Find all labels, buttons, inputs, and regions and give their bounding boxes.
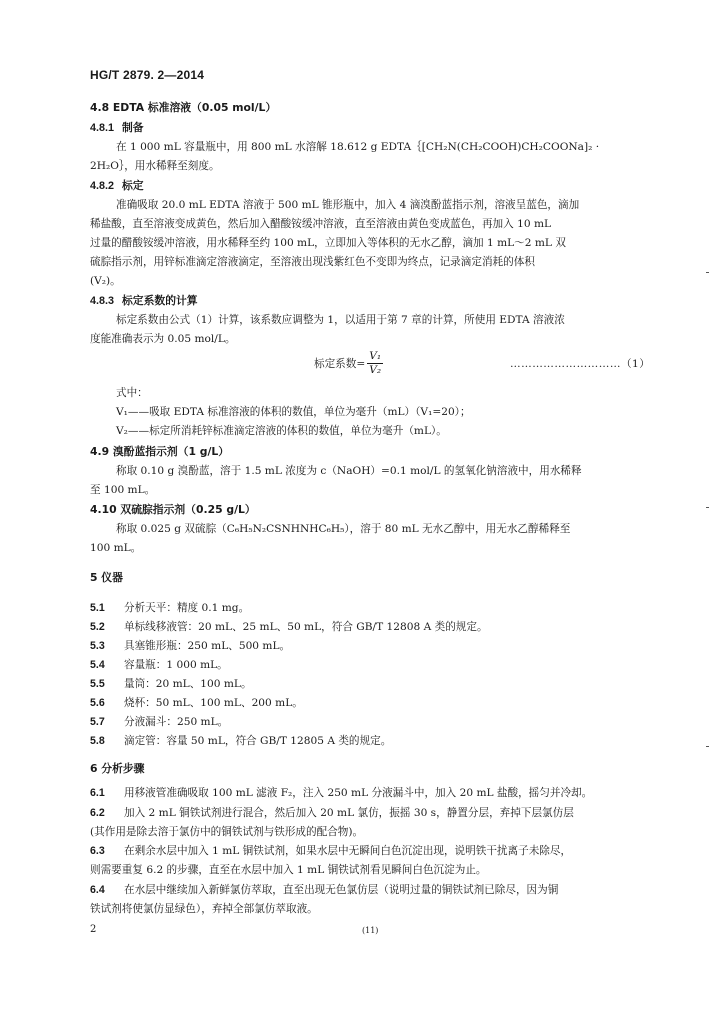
paragraph-line: 硫腙指示剂，用锌标准滴定溶液滴定，至溶液出现浅紫红色不变即为终点，记录滴定消耗的体积 — [90, 256, 535, 268]
list-item — [90, 658, 228, 672]
chapter-6-title: 6 分析步骤 — [90, 762, 145, 775]
list-item — [90, 639, 290, 653]
formula-1 — [314, 350, 383, 377]
step-text: 用移液管准确吸取 100 mL 滤液 F₂，注入 250 mL 分液漏斗中，加入 20 mL 盐酸，摇匀并冷却。 — [124, 787, 593, 799]
scan-mark — [706, 746, 709, 747]
item-number: 5.7 — [90, 716, 105, 728]
section-title: 制备 — [122, 121, 144, 134]
paragraph-line: (V₂)。 — [90, 275, 121, 287]
item-number: 5.2 — [90, 621, 105, 633]
item-number: 5.1 — [90, 602, 105, 614]
variable-definition: V₁——吸取 EDTA 标准溶液的体积的数值，单位为毫升（mL）（V₁=20）； — [116, 406, 471, 418]
step-6-1 — [90, 786, 592, 800]
step-number: 6.2 — [90, 807, 105, 819]
item-text: 容量瓶：1 000 mL。 — [124, 659, 228, 671]
paragraph-line: (其作用是除去溶于氯仿中的铜铁试剂与铁形成的配合物)。 — [90, 826, 364, 838]
section-title: 标定 — [122, 179, 144, 192]
item-number: 5.5 — [90, 678, 105, 690]
list-item — [90, 715, 228, 729]
section-4-10-title: 4.10 双硫腙指示剂（0.25 g/L） — [90, 503, 256, 516]
item-number: 5.8 — [90, 735, 105, 747]
print-mark: (11) — [362, 926, 379, 935]
standard-code-header: HG/T 2879. 2—2014 — [90, 68, 205, 82]
variable-definition: V₂——标定所消耗锌标准滴定溶液的体积的数值，单位为毫升（mL）。 — [116, 425, 447, 437]
step-number: 6.4 — [90, 884, 105, 896]
paragraph-line: 称取 0.10 g 溴酚蓝，溶于 1.5 mL 浓度为 c（NaOH）=0.1 mol/L 的氢氧化钠溶液中，用水稀释 — [116, 465, 582, 477]
step-text: 在水层中继续加入新鲜氯仿萃取，直至出现无色氯仿层（说明过量的铜铁试剂已除尽，因为铜 — [124, 884, 559, 896]
section-title: 标定系数的计算 — [122, 294, 198, 307]
paragraph-line: 称取 0.025 g 双硫腙（C₆H₅N₂CSNHNHC₆H₅），溶于 80 mL 无水乙醇中，用无水乙醇稀释至 — [116, 523, 571, 535]
step-number: 6.1 — [90, 787, 105, 799]
item-number: 5.3 — [90, 640, 105, 652]
step-6-2 — [90, 806, 574, 820]
section-number: 4.8.1 — [90, 122, 115, 134]
paragraph-line: 过量的醋酸铵缓冲溶液，用水稀释至约 100 mL，立即加入等体积的无水乙醇，滴加 1 mL～2 mL 双 — [90, 237, 566, 249]
list-item — [90, 620, 488, 634]
list-item — [90, 734, 391, 748]
paragraph-line: 准确吸取 20.0 mL EDTA 溶液于 500 mL 锥形瓶中，加入 4 滴溴酚蓝指示剂，溶液呈蓝色，滴加 — [116, 199, 580, 211]
where-label: 式中： — [116, 387, 148, 399]
paragraph-line: 在 1 000 mL 容量瓶中，用 800 mL 水溶解 18.612 g EDTA｛[CH₂N(CH₂COOH)CH₂COONa]₂ · — [116, 141, 600, 153]
item-text: 具塞锥形瓶：250 mL、500 mL。 — [124, 640, 291, 652]
formula-denominator: V₂ — [369, 364, 382, 376]
item-number: 5.4 — [90, 659, 105, 671]
item-text: 分析天平：精度 0.1 mg。 — [124, 602, 250, 614]
paragraph-line: 则需要重复 6.2 的步骤，直至在水层中加入 1 mL 铜铁试剂看见瞬间白色沉淀为止。 — [90, 864, 487, 876]
section-4-9-title: 4.9 溴酚蓝指示剂（1 g/L） — [90, 445, 230, 458]
item-number: 5.6 — [90, 697, 105, 709]
section-4-8-title: 4.8 EDTA 标准溶液（0.05 mol/L） — [90, 101, 277, 114]
step-text: 在剩余水层中加入 1 mL 铜铁试剂，如果水层中无瞬间白色沉淀出现，说明铁干扰离子未除尽， — [124, 845, 572, 857]
chapter-5-title: 5 仪器 — [90, 571, 123, 584]
step-6-4 — [90, 883, 558, 897]
paragraph-line: 稀盐酸，直至溶液变成黄色，然后加入醋酸铵缓冲溶液，直至溶液由黄色变成蓝色，再加入 10 mL — [90, 218, 552, 230]
formula-number: …………………………（1） — [510, 358, 651, 370]
paragraph-line: 2H₂O｝，用水稀释至刻度。 — [90, 160, 220, 172]
page-number: 2 — [90, 924, 97, 935]
item-text: 量筒：20 mL、100 mL。 — [124, 678, 252, 690]
scan-mark — [706, 507, 709, 508]
step-number: 6.3 — [90, 845, 105, 857]
section-4-8-1-heading — [90, 121, 144, 135]
formula-fraction — [367, 350, 383, 377]
item-text: 滴定管：容量 50 mL，符合 GB/T 12805 A 类的规定。 — [124, 735, 392, 747]
paragraph-line: 铁试剂将使氯仿显绿色），弃掉全部氯仿萃取液。 — [90, 903, 318, 915]
section-4-8-2-heading — [90, 179, 144, 193]
item-text: 单标线移液管：20 mL、25 mL、50 mL，符合 GB/T 12808 A 类的规定。 — [124, 621, 488, 633]
step-text: 加入 2 mL 铜铁试剂进行混合，然后加入 20 mL 氯仿，振摇 30 s，静置分层，弃掉下层氯仿层 — [124, 807, 574, 819]
paragraph-line: 至 100 mL。 — [90, 484, 156, 496]
list-item — [90, 601, 249, 615]
item-text: 烧杯：50 mL、100 mL、200 mL。 — [124, 697, 303, 709]
list-item — [90, 696, 303, 710]
section-number: 4.8.3 — [90, 295, 115, 307]
section-number: 4.8.2 — [90, 180, 115, 192]
formula-lhs: 标定系数= — [314, 358, 366, 370]
item-text: 分液漏斗：250 mL。 — [124, 716, 229, 728]
scan-mark — [706, 272, 709, 273]
list-item — [90, 677, 252, 691]
paragraph-line: 标定系数由公式（1）计算，该系数应调整为 1，以适用于第 7 章的计算，所使用 EDTA 溶液浓 — [116, 314, 565, 326]
paragraph-line: 100 mL。 — [90, 542, 142, 554]
section-4-8-3-heading — [90, 294, 198, 308]
paragraph-line: 度能准确表示为 0.05 mol/L。 — [90, 333, 236, 345]
formula-numerator: V₁ — [369, 350, 382, 362]
step-6-3 — [90, 844, 571, 858]
